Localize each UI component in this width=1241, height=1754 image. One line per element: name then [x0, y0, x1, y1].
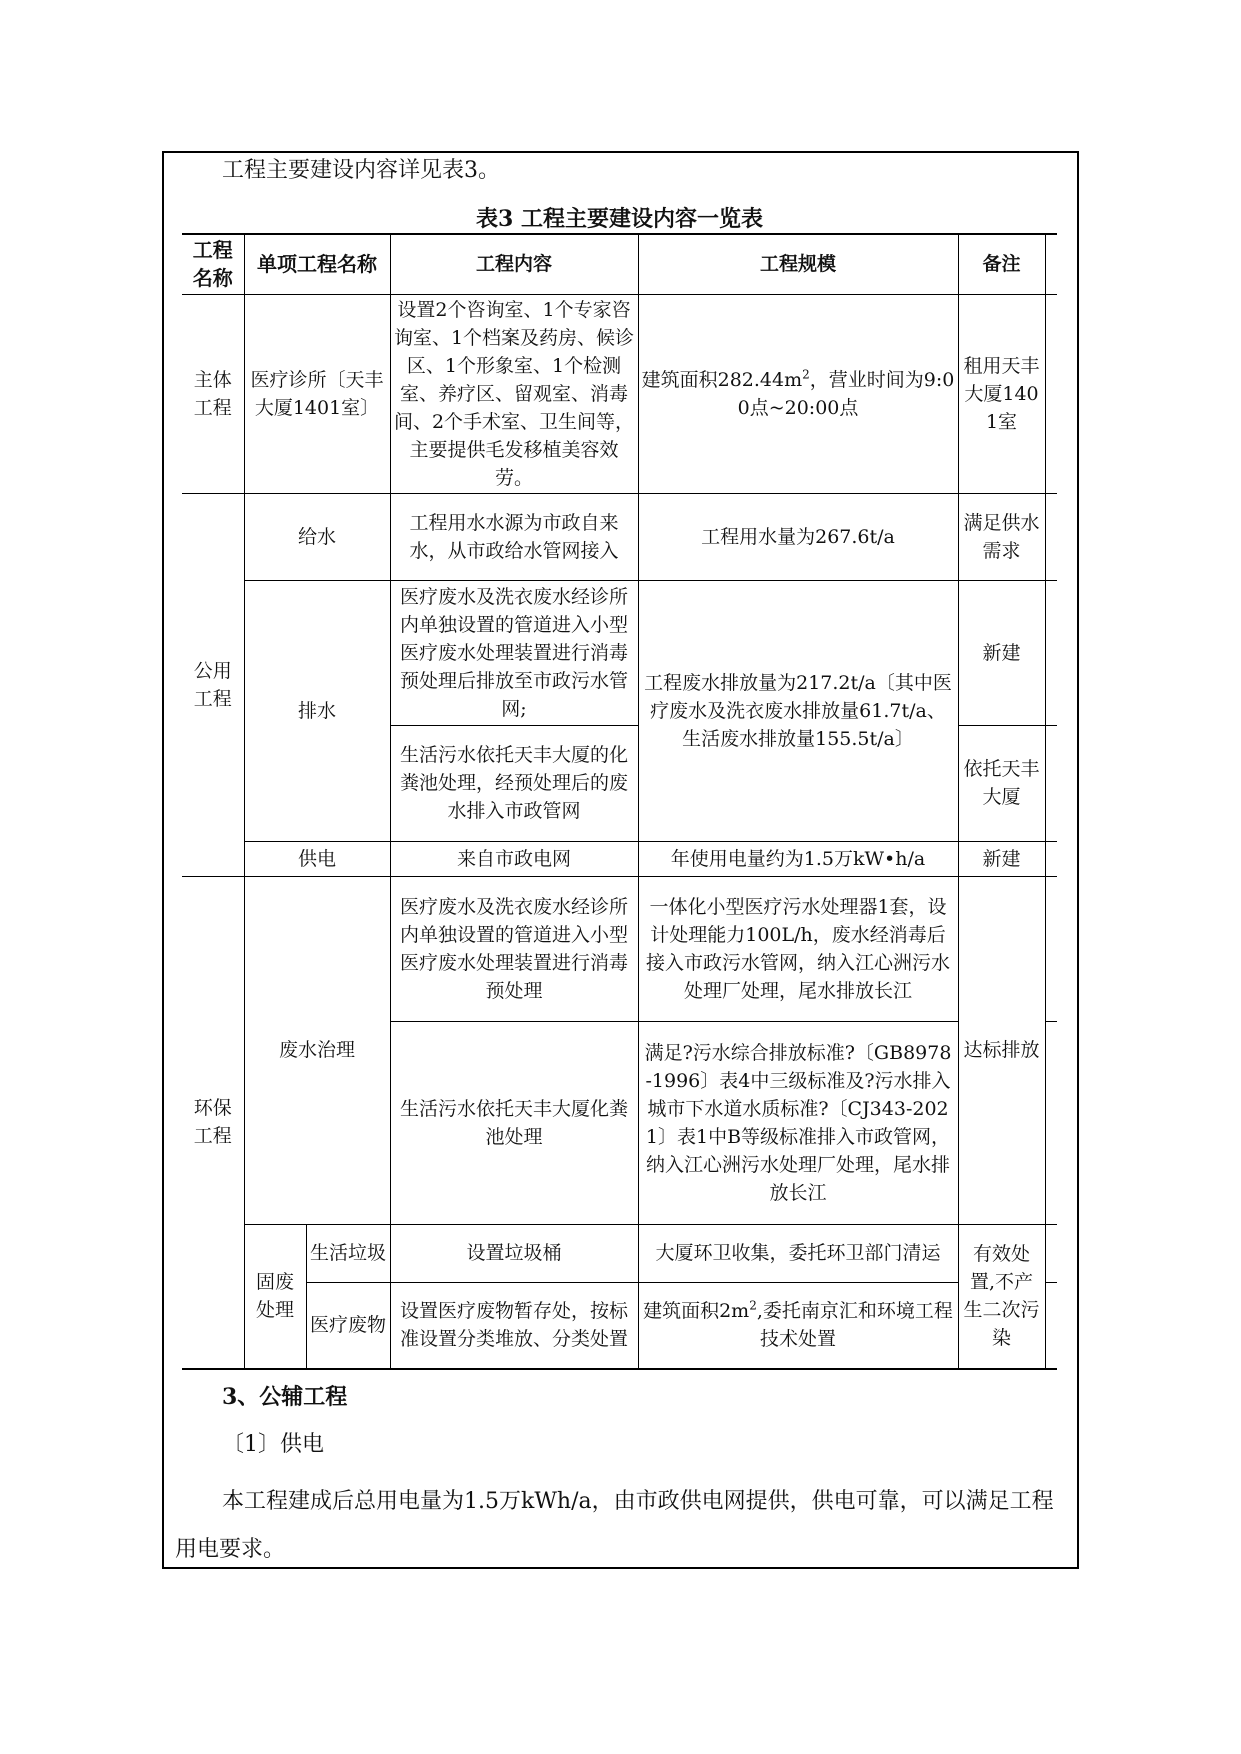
scale-water-supply: 工程用水量为267.6t/a — [638, 493, 958, 580]
table-row-wastewater-1 — [182, 876, 1057, 1021]
scale-clinic-area: 建筑面积282.44m — [641, 368, 803, 391]
table-edge-cell — [1045, 493, 1057, 580]
table-edge-cell — [1045, 1282, 1057, 1369]
content-clinic: 设置2个咨询室、1个专家咨询室、1个档案及药房、候诊区、1个形象室、1个检测室、养疗区、留观室、消毒间、2个手术室、卫生间等，主要提供毛发移植美容效劳。 — [390, 294, 638, 493]
scale-clinic-sup: 2 — [802, 367, 810, 382]
subsection-title: 〔1〕供电 — [222, 1432, 324, 1457]
scale-clinic — [638, 294, 958, 493]
header-item-name: 单项工程名称 — [244, 234, 390, 294]
scale-power: 年使用电量约为1.5万kW•h/a — [638, 841, 958, 876]
table-edge-cell — [1045, 234, 1057, 294]
scale-medical-sup: 2 — [749, 1298, 757, 1313]
remark-power: 新建 — [958, 841, 1045, 876]
table-row-domestic-waste — [182, 1224, 1057, 1282]
remark-drainage-rely: 依托天丰大厦 — [958, 725, 1045, 841]
content-domestic-waste: 设置垃圾桶 — [390, 1224, 638, 1282]
scale-domestic-waste: 大厦环卫收集，委托环卫部门清运 — [638, 1224, 958, 1282]
remark-solid-waste: 有效处置,不产生二次污染 — [958, 1224, 1045, 1369]
content-power: 来自市政电网 — [390, 841, 638, 876]
table-edge-cell — [1045, 580, 1057, 725]
scale-wastewater-domestic: 满足?污水综合排放标准?〔GB8978-1996〕表4中三级标准及?污水排入城市下水道水质标准?〔CJ343-2021〕表1中B等级标准排入市政管网，纳入江心洲污水处理厂处理，尾水排放长江 — [638, 1021, 958, 1224]
remark-drainage-new: 新建 — [958, 580, 1045, 725]
content-drainage-medical: 医疗废水及洗衣废水经诊所内单独设置的管道进入小型医疗废水处理装置进行消毒预处理后排放至市政污水管网; — [390, 580, 638, 725]
table-edge-cell — [1045, 1224, 1057, 1282]
scale-medical-rest: ,委托南京汇和环境工程技术处置 — [756, 1300, 953, 1351]
table-edge-cell — [1045, 294, 1057, 493]
table-edge-cell — [1045, 725, 1057, 841]
table-edge-cell — [1045, 1021, 1057, 1224]
item-power: 供电 — [244, 841, 390, 876]
table-row-main — [182, 294, 1057, 493]
scale-medical-waste — [638, 1282, 958, 1369]
table-row-power — [182, 841, 1057, 876]
content-medical-waste: 设置医疗废物暂存处，按标准设置分类堆放、分类处置 — [390, 1282, 638, 1369]
item-drainage: 排水 — [244, 580, 390, 841]
table-row-medical-waste — [182, 1282, 1057, 1369]
construction-content-table — [182, 233, 1057, 1370]
table-edge-cell — [1045, 876, 1057, 1021]
scale-clinic-hours: ，营业时间为9:00点~20:00点 — [737, 368, 955, 419]
remark-clinic: 租用天丰大厦1401室 — [958, 294, 1045, 493]
content-wastewater-domestic: 生活污水依托天丰大厦化粪池处理 — [390, 1021, 638, 1224]
intro-text: 工程主要建设内容详见表3。 — [222, 158, 500, 183]
content-water-supply: 工程用水水源为市政自来水，从市政给水管网接入 — [390, 493, 638, 580]
table-edge-cell — [1045, 841, 1057, 876]
table-row-water-supply — [182, 493, 1057, 580]
header-remark: 备注 — [958, 234, 1045, 294]
label-medical-waste: 医疗废物 — [306, 1282, 390, 1369]
table-row-drainage-1 — [182, 580, 1057, 725]
content-wastewater-medical: 医疗废水及洗衣废水经诊所内单独设置的管道进入小型医疗废水处理装置进行消毒预处理 — [390, 876, 638, 1021]
scale-drainage: 工程废水排放量为217.2t/a〔其中医疗废水及洗衣废水排放量61.7t/a、生活废水排放量155.5t/a〕 — [638, 580, 958, 841]
item-wastewater: 废水治理 — [244, 876, 390, 1224]
header-content: 工程内容 — [390, 234, 638, 294]
power-paragraph: 本工程建成后总用电量为1.5万kWh/a，由市政供电网提供，供电可靠，可以满足工程用电要求。 — [175, 1489, 1054, 1562]
category-public: 公用工程 — [182, 493, 244, 876]
table-caption: 表3 工程主要建设内容一览表 — [476, 206, 763, 232]
table-header-row — [182, 234, 1057, 294]
category-env: 环保工程 — [182, 876, 244, 1369]
item-water-supply: 给水 — [244, 493, 390, 580]
scale-medical-area: 建筑面积2m — [643, 1300, 750, 1323]
header-scale: 工程规模 — [638, 234, 958, 294]
header-project-name: 工程名称 — [182, 234, 244, 294]
scale-wastewater-medical: 一体化小型医疗污水处理器1套，设计处理能力100L/h，废水经消毒后接入市政污水管网，纳入江心洲污水处理厂处理，尾水排放长江 — [638, 876, 958, 1021]
label-domestic-waste: 生活垃圾 — [306, 1224, 390, 1282]
remark-water-supply: 满足供水需求 — [958, 493, 1045, 580]
content-drainage-domestic: 生活污水依托天丰大厦的化粪池处理，经预处理后的废水排入市政管网 — [390, 725, 638, 841]
category-main: 主体工程 — [182, 294, 244, 493]
item-clinic: 医疗诊所〔天丰大厦1401室〕 — [244, 294, 390, 493]
remark-wastewater: 达标排放 — [958, 876, 1045, 1224]
section-title: 3、公辅工程 — [222, 1384, 348, 1410]
item-solid-waste: 固废处理 — [244, 1224, 306, 1369]
